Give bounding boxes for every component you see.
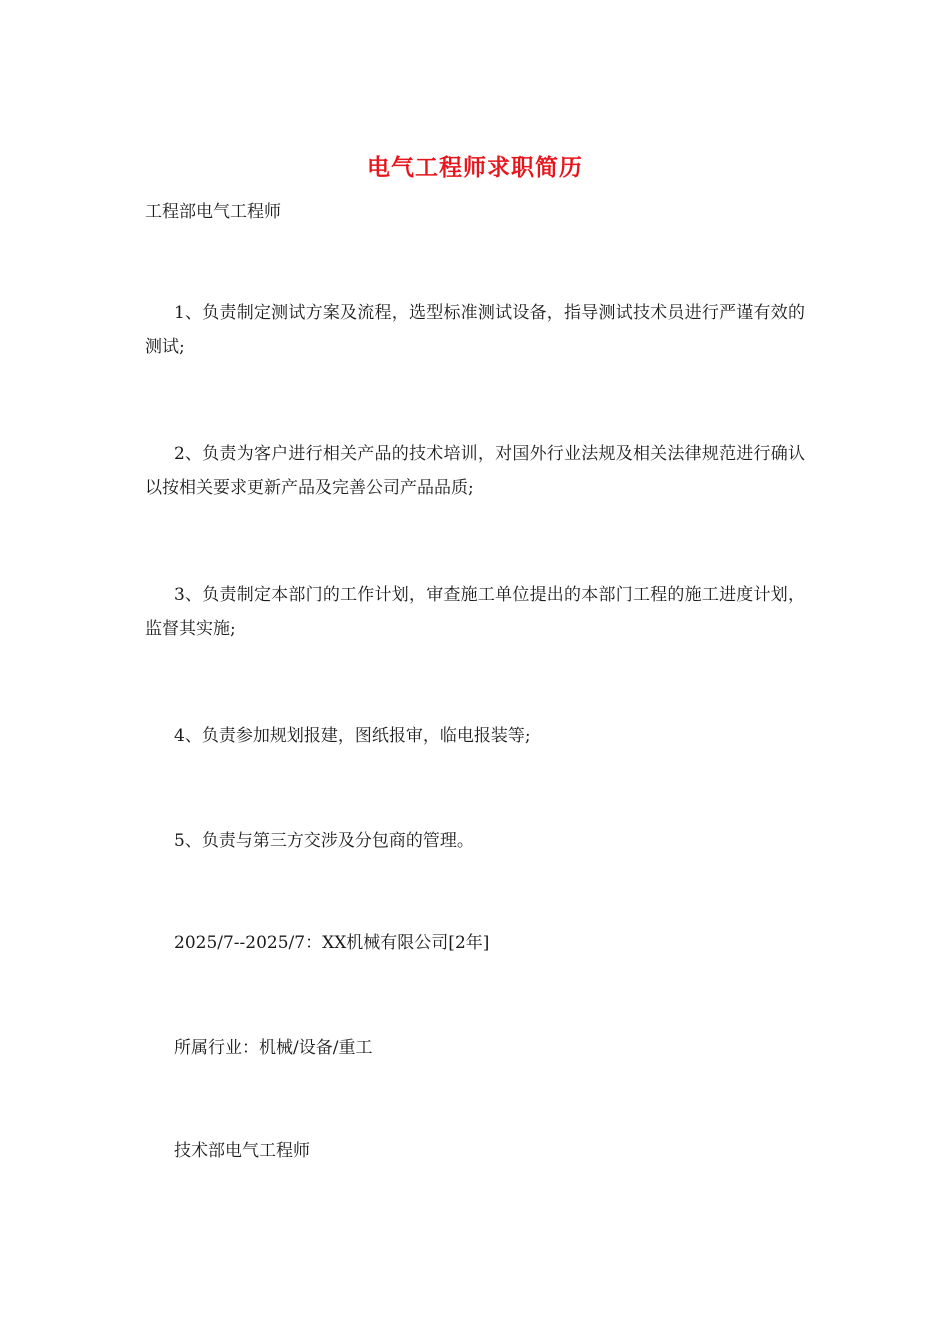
duty-item-3: 3、负责制定本部门的工作计划，审查施工单位提出的本部门工程的施工进度计划，监督其实施;: [145, 585, 805, 639]
job-position-heading: 工程部电气工程师: [145, 202, 281, 222]
duty-item-1: 1、负责制定测试方案及流程，选型标准测试设备，指导测试技术员进行严谨有效的测试;: [145, 303, 805, 357]
document-title: 电气工程师求职简历: [367, 154, 583, 181]
industry-line: 所属行业：机械/设备/重工: [174, 1038, 373, 1058]
employment-period: 2025/7--2025/7：XX机械有限公司[2年]: [174, 933, 490, 953]
duty-item-2: 2、负责为客户进行相关产品的技术培训，对国外行业法规及相关法律规范进行确认以按相关要求更新产品及完善公司产品品质;: [145, 444, 805, 498]
duty-item-5: 5、负责与第三方交涉及分包商的管理。: [174, 831, 474, 851]
next-position-heading: 技术部电气工程师: [174, 1141, 310, 1161]
duty-item-4: 4、负责参加规划报建，图纸报审，临电报装等;: [174, 726, 531, 746]
